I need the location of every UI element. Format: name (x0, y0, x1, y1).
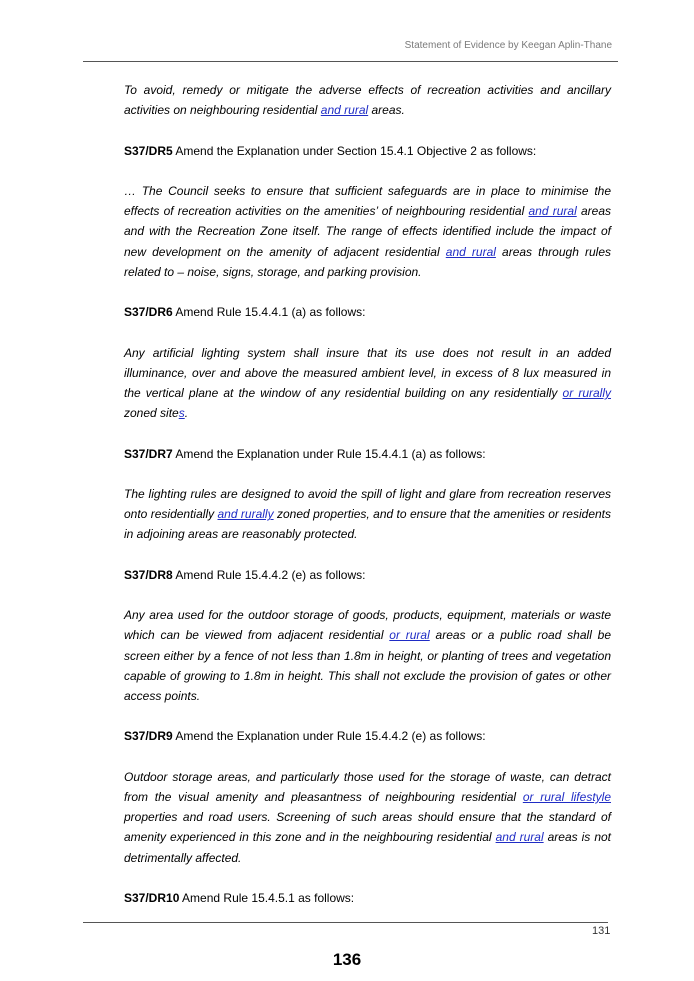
amendment-code: S37/DR8 (124, 567, 173, 582)
quote-text: … The Council seeks to ensure that sufficient safeguards are in place to minimise the effects of recreation activities on the amenities’ of neighbouring residential (124, 183, 611, 219)
amendment-instruction: Amend Rule 15.4.5.1 as follows: (179, 890, 355, 905)
page-number: 131 (592, 925, 611, 937)
amendment-heading (124, 726, 611, 746)
quoted-explanation (124, 484, 611, 545)
inserted-text: or rural (389, 628, 430, 643)
quote-text: The lighting rules are designed to avoid the spill of light and glare from recreation reserves onto residentially (124, 486, 611, 522)
quote-text: areas is not detrimentally affected. (124, 830, 611, 865)
amendment-code: S37/DR6 (124, 305, 173, 320)
amendment-code: S37/DR7 (124, 446, 173, 461)
inserted-text: and rural (445, 244, 496, 259)
quote-text: zoned properties, and to ensure that the amenities or residents in adjoining areas are reasonably protected. (124, 507, 612, 542)
amendment-code: S37/DR9 (124, 729, 173, 744)
quote-text: areas and with the Recreation Zone itself. The range of effects identified include the impact of new development on the amenity of adjacent residential (124, 204, 611, 259)
amendment-instruction: Amend Rule 15.4.4.1 (a) as follows: (172, 305, 366, 320)
quoted-explanation (124, 767, 611, 868)
amendment-heading (124, 565, 611, 585)
amendment-heading (124, 444, 611, 464)
amendment-code: S37/DR5 (124, 143, 173, 158)
amendment-instruction: Amend the Explanation under Section 15.4.1 Objective 2 as follows: (172, 143, 537, 158)
bundle-page-number: 136 (332, 950, 362, 969)
header-divider (83, 61, 618, 62)
quote-text: Any artificial lighting system shall insure that its use does not result in an added illuminance, over and above the measured ambient level, in excess of 8 lux measured in the vertical plane at the window of any residential building on any residentially (124, 345, 611, 400)
amendment-instruction: Amend the Explanation under Rule 15.4.4.2 (e) as follows: (172, 729, 486, 744)
amendment-heading (124, 888, 611, 908)
quote-text: Any area used for the outdoor storage of goods, products, equipment, materials or waste which can be viewed from adjacent residential (124, 608, 611, 643)
inserted-text: or rural lifestyle (522, 789, 611, 804)
quote-text: areas or a public road shall be screen either by a fence of not less than 1.8m in height, or planting of trees and vegetation capable of growing to 1.8m in height. This shall not exclude the provision of gates or other access points. (124, 628, 611, 703)
amendment-code: S37/DR10 (124, 890, 180, 905)
inserted-text: and rurally (217, 507, 274, 522)
quoted-objective (124, 80, 611, 120)
quoted-explanation (124, 181, 611, 282)
amendment-heading (124, 302, 611, 322)
quote-text: zoned site (124, 406, 179, 421)
quote-text: areas. (368, 103, 405, 118)
inserted-text: or rurally (562, 385, 611, 400)
amendment-instruction: Amend the Explanation under Rule 15.4.4.1 (a) as follows: (172, 446, 486, 461)
document-body (124, 80, 611, 928)
amendment-heading (124, 141, 611, 161)
footer-divider (83, 922, 608, 923)
inserted-text: and rural (528, 204, 577, 219)
quote-text: Outdoor storage areas, and particularly those used for the storage of waste, can detract from the visual amenity and pleasantness of neighbouring residential (124, 769, 611, 804)
quote-text: To avoid, remedy or mitigate the adverse effects of recreation activities and ancillary activities on neighbouring residential (124, 83, 611, 118)
quoted-rule (124, 605, 611, 706)
quote-text: . (184, 406, 189, 421)
inserted-text: and rural (320, 103, 369, 118)
quote-text: areas through rules related to – noise, signs, storage, and parking provision. (124, 244, 611, 279)
quote-text: properties and road users. Screening of such areas should ensure that the standard of amenity experienced in this zone and in the neighbouring residential (124, 810, 611, 845)
page-header: Statement of Evidence by Keegan Aplin-Thane (404, 40, 612, 51)
amendment-instruction: Amend Rule 15.4.4.2 (e) as follows: (172, 567, 366, 582)
quoted-rule (124, 343, 611, 424)
inserted-text: and rural (495, 830, 544, 845)
inserted-text: s (178, 406, 185, 421)
